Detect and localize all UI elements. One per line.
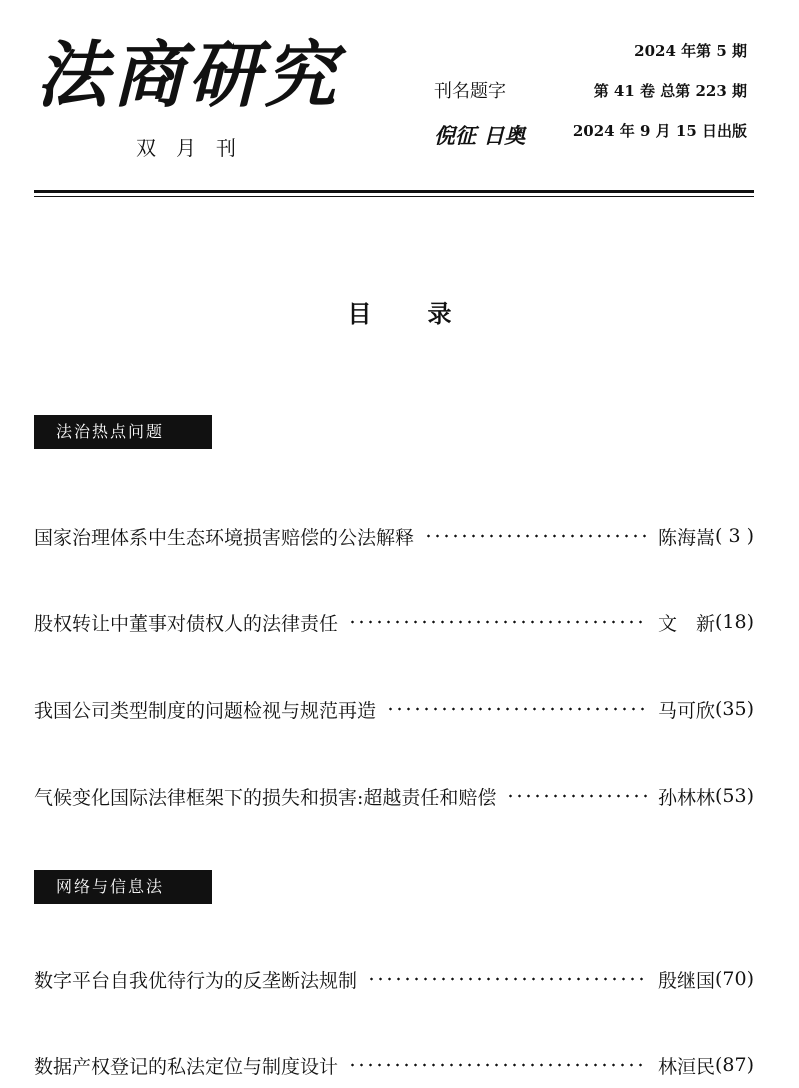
article-page: (70) [714, 968, 754, 990]
article-title: 数字平台自我优待行为的反垄断法规制 [34, 969, 358, 992]
article-title: 股权转让中董事对债权人的法律责任 [34, 612, 339, 635]
dot-leader [424, 534, 648, 538]
toc-entry[interactable] [34, 694, 754, 724]
article-title: 我国公司类型制度的问题检视与规范再造 [34, 699, 377, 722]
article-author: 殷继国 [657, 969, 715, 992]
article-author: 文 新 [657, 612, 715, 635]
publication-date: 2024 年 9 月 15 日出版 [572, 122, 747, 140]
toc-entry[interactable] [34, 1050, 754, 1080]
volume-number: 第 41 卷 总第 223 期 [593, 82, 747, 100]
dot-leader [386, 707, 648, 711]
article-title: 数据产权登记的私法定位与制度设计 [34, 1055, 339, 1078]
dot-leader [367, 977, 648, 981]
dot-leader [506, 794, 648, 798]
section-badge: 法治热点问题 [34, 415, 212, 449]
dot-leader [348, 1063, 648, 1067]
toc-entry[interactable] [34, 964, 754, 994]
article-author: 孙林林 [657, 786, 715, 809]
article-page: (53) [714, 785, 754, 807]
article-author: 陈海嵩 [657, 526, 715, 549]
article-author: 林洹民 [657, 1055, 715, 1078]
article-title: 气候变化国际法律框架下的损失和损害:超越责任和赔偿 [34, 786, 497, 809]
toc-entry[interactable] [34, 607, 754, 637]
calligrapher-signature: 倪征 日奥 [434, 123, 526, 148]
article-author: 马可欣 [657, 699, 715, 722]
toc-entry[interactable] [34, 781, 754, 811]
dot-leader [348, 620, 648, 624]
article-title: 国家治理体系中生态环境损害赔偿的公法解释 [34, 526, 415, 549]
article-page: ( 3 ) [715, 525, 754, 547]
journal-frequency: 双月刊 [136, 136, 256, 160]
section-badge: 网络与信息法 [34, 870, 212, 904]
inscription-label: 刊名题字 [434, 81, 506, 102]
journal-logo: 法商研究 [36, 32, 341, 117]
toc-entry[interactable] [34, 521, 754, 551]
header-rule-thin [34, 196, 754, 197]
article-page: (87) [714, 1054, 754, 1076]
article-page: (35) [714, 698, 754, 720]
header-rule-thick [34, 190, 754, 193]
article-page: (18) [714, 611, 754, 633]
toc-title: 目录 [347, 299, 508, 328]
issue-number: 2024 年第 5 期 [634, 42, 747, 60]
